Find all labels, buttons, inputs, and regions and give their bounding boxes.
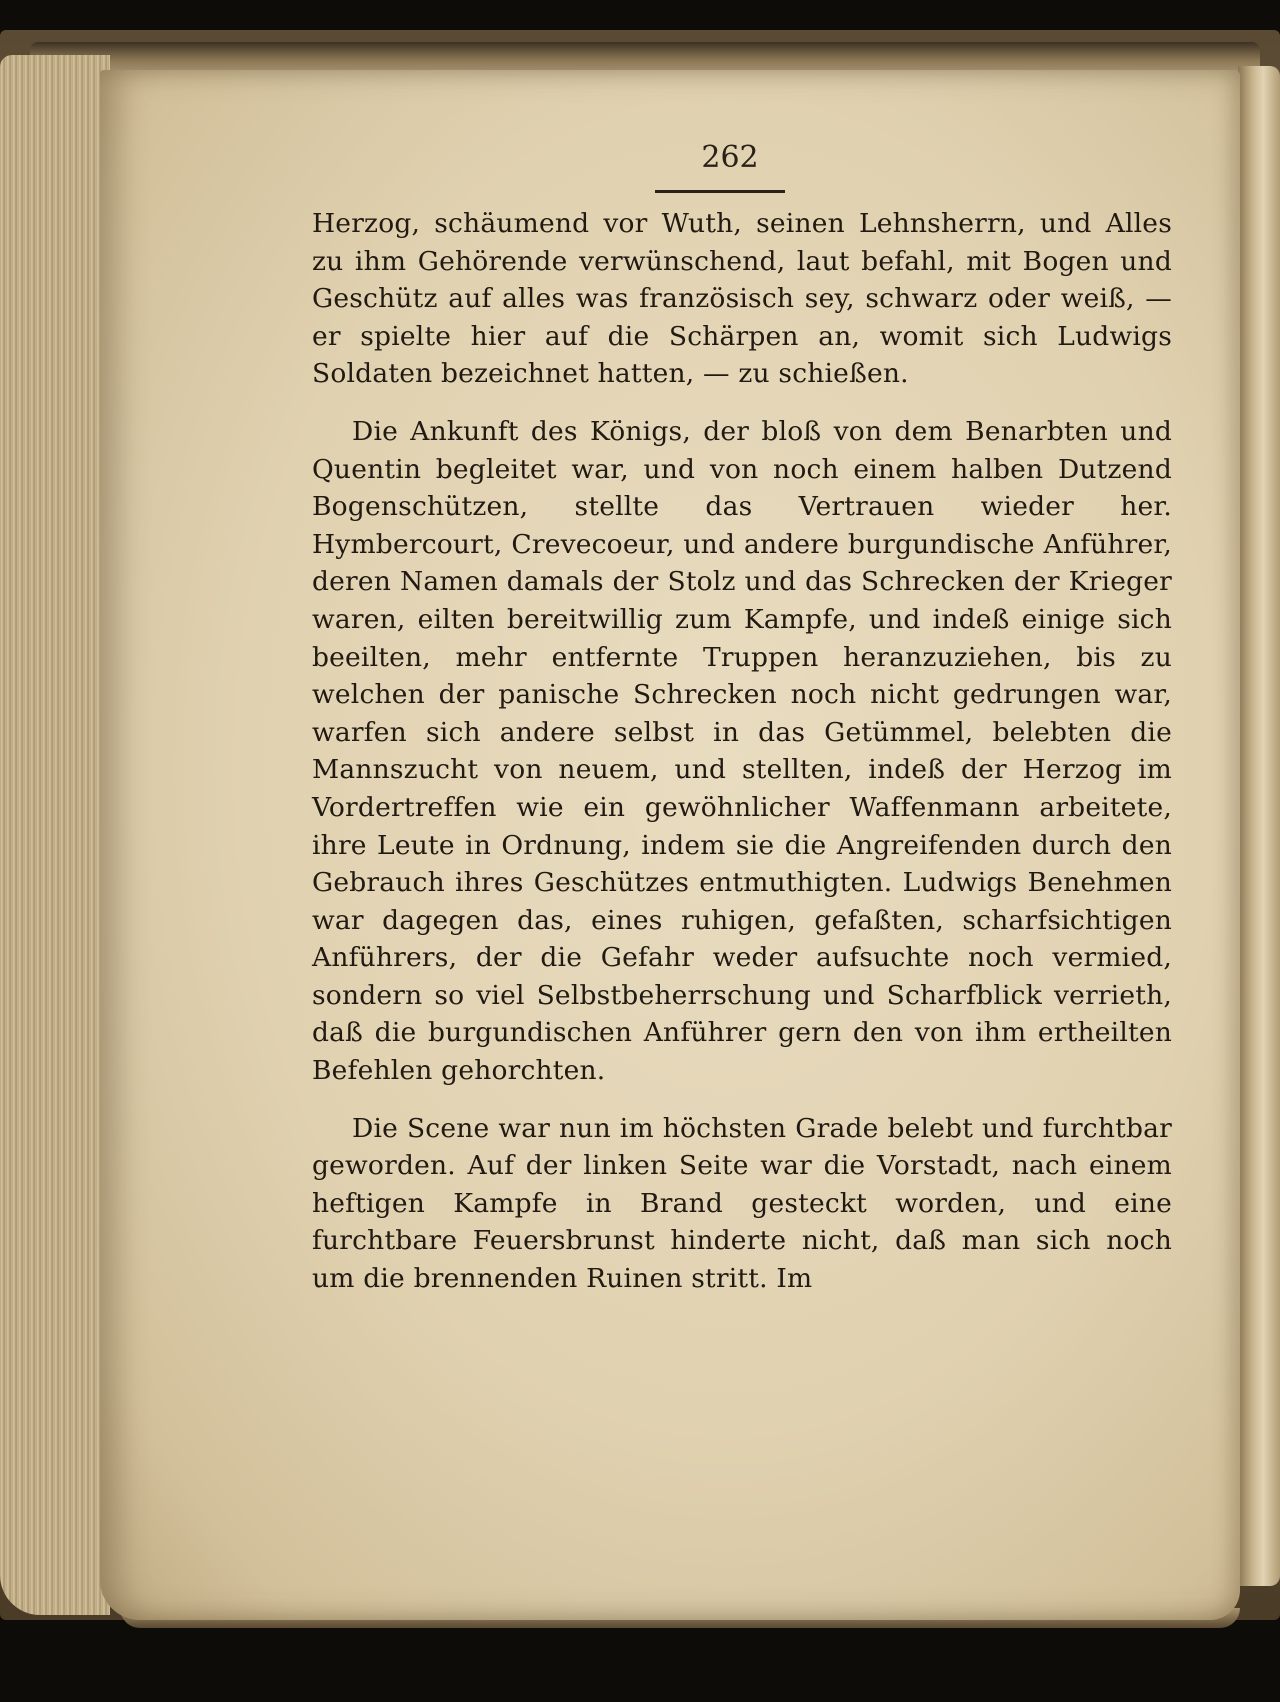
paragraph-1: Herzog, schäumend vor Wuth, seinen Lehnsherrn, und Alles zu ihm Gehörende verwünschend, laut befahl, mit Bogen und Geschütz auf alles was französisch sey, schwarz oder weiß, — er spielte hier auf die Schärpen an, womit sich Ludwigs Soldaten bezeichnet hatten, — zu schießen. xyxy=(312,208,1172,390)
page-text xyxy=(312,205,1172,1298)
page-number-rule xyxy=(655,190,785,193)
page-number: 262 xyxy=(701,140,759,175)
paragraph-2: Die Ankunft des Königs, der bloß von dem Benarbten und Quentin begleitet war, und von noch einem halben Dutzend Bogenschützen, stellte das Vertrauen wieder her. Hymbercourt, Crevecoeur, und andere burgundische Anführer, deren Namen damals der Stolz und das Schrecken der Krieger waren, eilten bereitwillig zum Kampfe, und indeß einige sich beeilten, mehr entfernte Truppen heranzuziehen, bis zu welchen der panische Schrecken noch nicht gedrungen war, warfen sich andere selbst in das Getümmel, belebten die Mannszucht von neuem, und stellten, indeß der Herzog im Vordertreffen wie ein gewöhnlicher Waffenmann arbeitete, ihre Leute in Ordnung, indem sie die Angreifenden durch den Gebrauch ihres Geschützes entmuthigten. Ludwigs Benehmen war dagegen das, eines ruhigen, gefaßten, scharfsichtigen Anführers, der die Gefahr weder aufsuchte noch vermied, sondern so viel Selbstbeherrschung und Scharfblick verrieth, daß die burgundischen Anführer gern den von ihm ertheilten Befehlen gehorchten. xyxy=(312,415,1172,1087)
page-stack-right xyxy=(1238,66,1280,1586)
page-stack-left xyxy=(0,55,110,1615)
paragraph-3: Die Scene war nun im höchsten Grade belebt und furchtbar geworden. Auf der linken Seite war die Vorstadt, nach einem heftigen Kampfe in Brand gesteckt worden, und eine furchtbare Feuersbrunst hinderte nicht, daß man sich noch um die brennenden Ruinen stritt. Im xyxy=(312,1112,1172,1295)
